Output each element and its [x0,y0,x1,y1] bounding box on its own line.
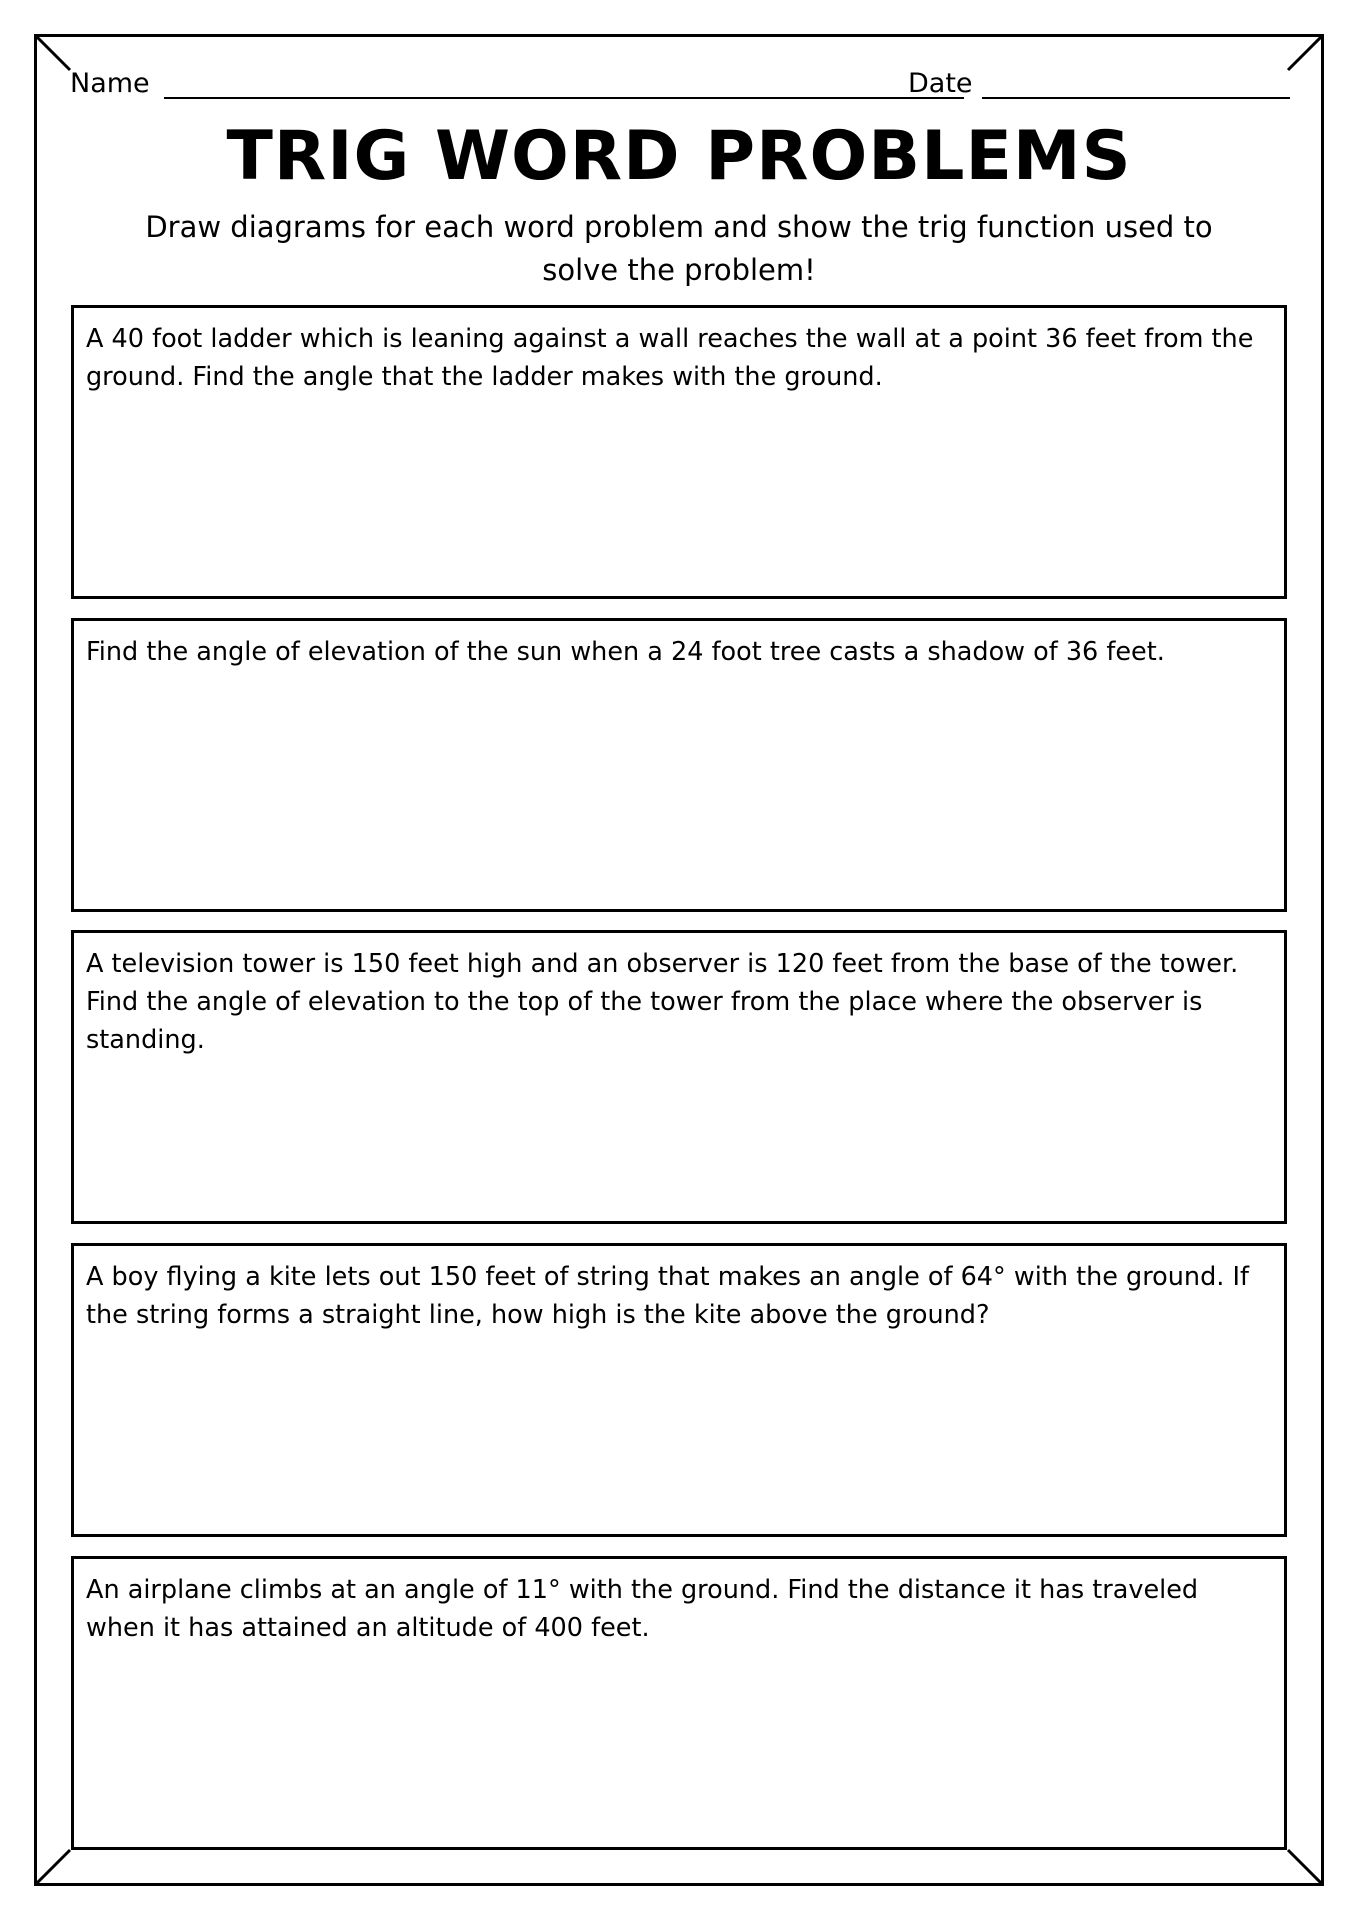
problem-box-1[interactable] [71,305,1287,599]
corner-ornament-bottom-right [1284,1846,1324,1886]
problem-text: A boy flying a kite lets out 150 feet of string that makes an angle of 64° with the ground. If the string forms a straight line, how high is the kite above the ground? [86,1262,1249,1330]
date-field[interactable] [982,97,1290,99]
date-label: Date [908,68,973,99]
page-title: TRIG WORD PROBLEMS [226,117,1132,196]
problem-box-4[interactable] [71,1243,1287,1537]
instructions: Draw diagrams for each word problem and show the trig function used to solve the problem! [145,210,1213,287]
corner-ornament-top-left [34,34,74,74]
problem-box-5[interactable] [71,1556,1287,1850]
corner-ornament-bottom-left [34,1846,74,1886]
name-date-header [70,68,1290,102]
corner-ornament-top-right [1284,34,1324,74]
name-label: Name [70,68,150,99]
problem-box-3[interactable] [71,930,1287,1224]
problem-box-2[interactable] [71,618,1287,912]
name-field[interactable] [164,97,964,99]
problem-text: A television tower is 150 feet high and an observer is 120 feet from the base of the tower. Find the angle of elevation to the top of the tower from the place where the observer is standing. [86,949,1239,1055]
problem-text: An airplane climbs at an angle of 11° with the ground. Find the distance it has traveled when it has attained an altitude of 400 feet. [86,1575,1199,1643]
problem-text: A 40 foot ladder which is leaning against a wall reaches the wall at a point 36 feet from the ground. Find the angle that the ladder makes with the ground. [86,324,1254,392]
problem-text: Find the angle of elevation of the sun when a 24 foot tree casts a shadow of 36 feet. [86,637,1165,667]
